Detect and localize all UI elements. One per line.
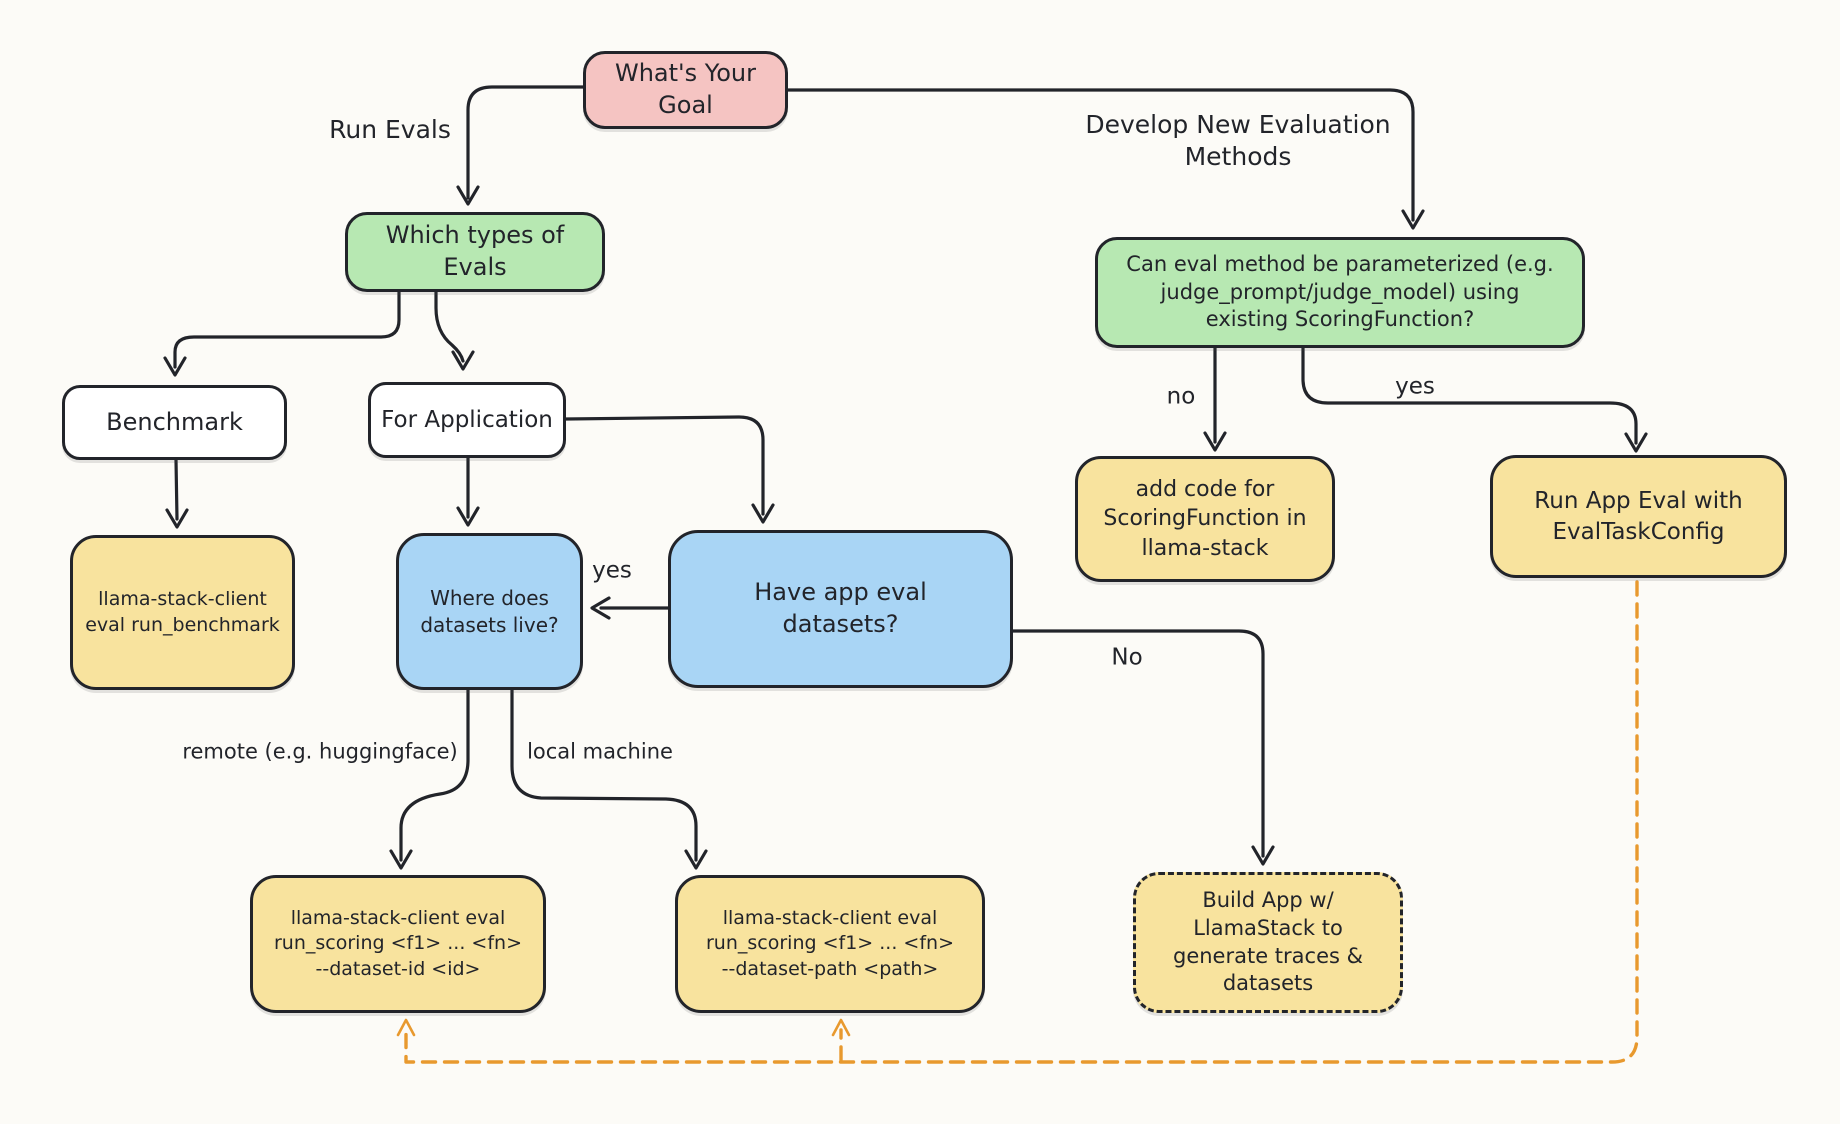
edge-label-local: local machine	[527, 739, 673, 764]
edge-label-develop-methods	[1085, 109, 1390, 173]
edge-to-benchmark	[175, 292, 399, 367]
node-text: datasets live?	[420, 612, 559, 637]
node-text: run_scoring <f1> ... <fn>	[706, 932, 954, 955]
edge-label-yes-param: yes	[1395, 373, 1435, 400]
node-text: eval run_benchmark	[85, 613, 280, 636]
node-run-benchmark-cmd	[70, 535, 295, 690]
node-text: Where does	[430, 586, 549, 611]
edge-label-remote: remote (e.g. huggingface)	[182, 739, 458, 764]
node-have-app-eval-datasets	[668, 530, 1013, 688]
node-text: llama-stack-client	[98, 588, 267, 611]
node-param-question	[1095, 237, 1585, 348]
node-text: llama-stack-client eval	[290, 907, 506, 930]
node-which-types-of-evals	[345, 212, 605, 292]
node-text: llama-stack	[1141, 535, 1269, 561]
node-run-app-eval	[1490, 455, 1787, 578]
edge-to-for-application	[436, 292, 463, 361]
node-text: --dataset-path <path>	[721, 957, 939, 980]
node-text: datasets	[1222, 971, 1314, 996]
edge-benchmark-cmd	[176, 460, 177, 519]
node-text: add code for	[1135, 477, 1275, 503]
node-for-application	[368, 382, 566, 458]
node-text: run_scoring <f1> ... <fn>	[274, 932, 522, 955]
edge-label-text: Methods	[1184, 142, 1292, 171]
node-text: ScoringFunction in	[1103, 506, 1307, 532]
edge-label-no-have-datasets: No	[1111, 644, 1143, 671]
node-whats-your-goal	[583, 51, 788, 129]
node-text: Benchmark	[106, 407, 243, 436]
node-build-app-llamastack	[1133, 872, 1403, 1013]
node-text: datasets?	[782, 610, 899, 638]
node-text: --dataset-id <id>	[315, 957, 481, 980]
node-text: Which types of	[385, 221, 565, 250]
edge-local	[512, 690, 696, 860]
node-text: Build App w/	[1202, 888, 1334, 913]
edge-remote	[401, 690, 468, 860]
edge-forapp-haveapp	[566, 417, 763, 514]
node-benchmark	[62, 385, 287, 460]
edge-label-run-evals: Run Evals	[329, 115, 451, 144]
node-text: Have app eval	[754, 578, 927, 607]
edge-label-yes-have-datasets: yes	[592, 557, 632, 584]
node-add-code-scoringfunction	[1075, 456, 1335, 582]
node-text: generate traces &	[1172, 943, 1363, 968]
node-text: EvalTaskConfig	[1552, 518, 1725, 545]
node-run-scoring-dataset-id	[250, 875, 546, 1013]
node-text: Run App Eval with	[1534, 488, 1743, 515]
edge-label-text: Develop New Evaluation	[1085, 110, 1391, 139]
node-text: What's Your	[614, 59, 757, 88]
edge-yes-param	[1303, 348, 1636, 443]
node-where-does-datasets-live	[396, 533, 583, 690]
node-text: Evals	[443, 253, 507, 281]
node-run-scoring-dataset-path	[675, 875, 985, 1013]
node-text: Can eval method be parameterized (e.g.	[1126, 251, 1554, 276]
node-text: existing ScoringFunction?	[1205, 307, 1475, 332]
node-text: LlamaStack to	[1193, 915, 1343, 940]
edge-orange-feedback	[406, 582, 1637, 1062]
node-text: For Application	[381, 406, 553, 433]
node-text: judge_prompt/judge_model) using	[1160, 279, 1520, 304]
edge-run-evals	[468, 87, 583, 198]
edge-label-no-param: no	[1166, 383, 1196, 410]
node-text: llama-stack-client eval	[722, 907, 938, 930]
node-text: Goal	[658, 91, 713, 119]
